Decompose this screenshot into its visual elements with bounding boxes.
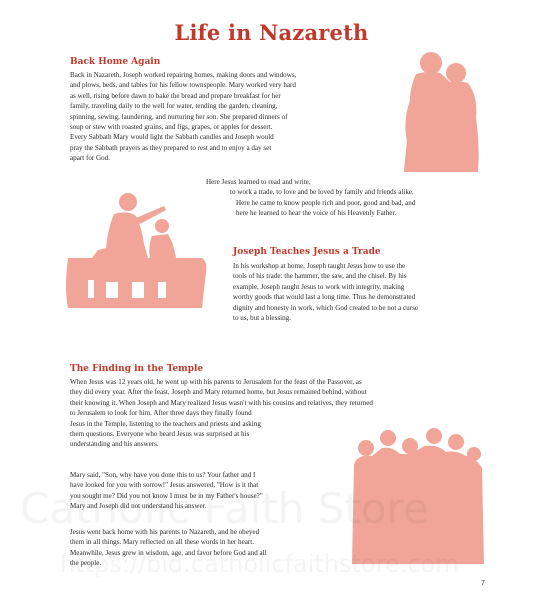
section-finding-temple-text [70,377,373,450]
section-heading-joseph-teaches: Joseph Teaches Jesus a Trade [233,247,381,257]
page-number: 7 [481,580,485,587]
text-line: their knowing it. When Joseph and Mary realized Jesus wasn't with his cousins and relatives, they returned [70,398,373,407]
section-heading-finding-temple: The Finding in the Temple [70,364,204,374]
text-line: pray the Sabbath prayers as they prepared to rest and to enjoy a day set [70,143,272,152]
text-line: you sought me? Did you not know I must be in my Father's house?" [70,491,263,500]
text-line: Meanwhile, Jesus grew in wisdom, age, and favor before God and all [70,548,267,557]
text-line: family, traveling daily to the well for water, tending the garden, cleaning, [70,102,278,111]
poem-line: here he learned to hear the voice of his Heavenly Father. [236,209,397,218]
text-line: In his workshop at home, Joseph taught Jesus how to use the [233,262,406,270]
text-line: have looked for you with sorrow!" Jesus answered, "How is it that [70,481,259,490]
poem-line: to work a trade, to love and be loved by family and friends alike. [230,188,414,197]
text-line: example, Joseph taught Jesus to work with integrity, making [233,282,405,291]
text-line: Back in Nazareth, Joseph worked repairing homes, making doors and windows, [70,71,297,79]
text-line: Mary said, "Son, why have you done this to us? Your father and I [70,471,256,479]
text-line: Every Sabbath Mary would light the Sabbath candles and Joseph would [70,133,274,142]
text-line: them in all things. Mary reflected on all these words in her heart. [70,538,254,547]
text-line: to us, but a blessing. [233,314,291,323]
text-line: When Jesus was 12 years old, he went up with his parents to Jerusalem for the feast of the Passover, as [70,378,362,386]
text-line: Mary and Joseph did not understand his answer. [70,502,207,511]
text-line: worthy goods that would last a long time. Thus he demonstrated [233,293,416,302]
text-line: understanding and his answers. [70,440,159,449]
section-joseph-teaches-text [233,261,418,323]
text-line: them questions. Everyone who heard Jesus was surprised at his [70,430,250,439]
text-line: as well, rising before dawn to bake the bread and prepare breakfast for her [70,91,281,100]
text-line: soup or stew with roasted grains, and figs, grapes, or apples for dessert. [70,123,273,132]
page-title: Life in Nazareth [174,20,369,45]
text-line: to Jerusalem to look for him. After three days they finally found [70,409,252,418]
section-back-home-text [70,70,296,164]
poem-text [206,177,415,219]
poem-line: Here Jesus learned to read and write, [206,178,311,186]
holy-family-illustration [398,46,484,172]
text-line: apart for God. [70,154,110,163]
text-line: Jesus in the Temple, listening to the teachers and priests and asking [70,419,261,428]
text-line: and plows, beds, and tables for his fellow townspeople. Mary worked very hard [70,81,296,90]
watermark-store-name [20,484,429,533]
text-line: Jesus went back home with his parents to Nazareth, and he obeyed [70,528,260,536]
text-line: the people. [70,559,102,568]
text-line: they did every year. After the feast, Joseph and Mary returned home, but Jesus remained behind, without [70,388,367,397]
text-line: dignity and honesty in work, which God created to be not a curse [233,303,418,312]
poem-line: Here he came to know people rich and poor, good and bad, and [236,198,416,207]
watermark-url [60,550,459,578]
section-heading-back-home: Back Home Again [70,57,161,67]
text-line: spinning, sewing, laundering, and nurturing her son. She prepared dinners of [70,112,288,121]
workshop-illustration [62,188,208,308]
text-line: tools of his trade: the hammer, the saw, and the chisel. By his [233,272,407,281]
